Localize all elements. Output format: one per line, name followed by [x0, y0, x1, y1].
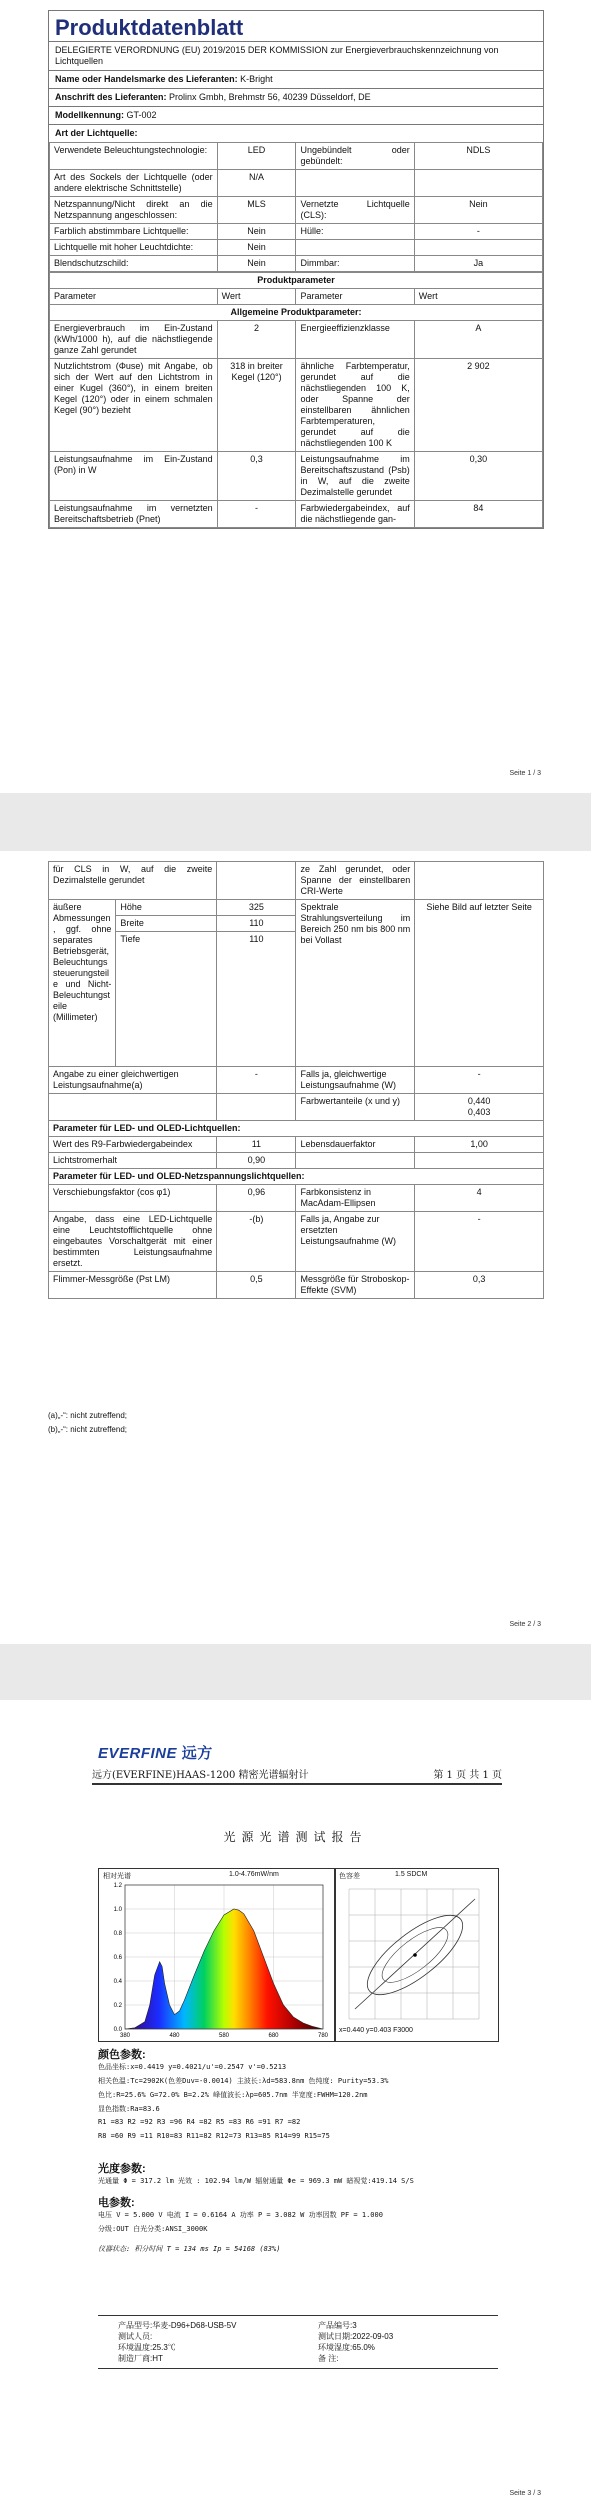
- param-row: Nutzlichtstrom (Φuse) mit Angabe, ob sich der Wert auf den Lichtstrom in einer Kugel (360°), in einem breiten Kegel (120°) oder in einem schmalen Kegel (90°) bezieht 318 in breiter Kegel (120°) ähnliche Farbtemperatur, gerundet auf die nächstliegenden 100 K, oder Spanne der einstellbaren ähnlichen Farbtemperaturen, gerundet auf die nächstliegenden 100 K 2 902: [50, 359, 543, 452]
- footer-field: 环境湿度:65.0%: [318, 2343, 375, 2352]
- datasheet-frame-1: [48, 10, 544, 529]
- x-tick-label: 380: [119, 2033, 131, 2039]
- footer-field: 测试人员:: [118, 2332, 153, 2341]
- photo-section-heading: 光度参数:: [98, 2163, 146, 2175]
- page-title: Produktdatenblatt: [49, 11, 543, 42]
- cie-box: 色容差 1.5 SDCM x=0.440 y=0.403 F3000: [334, 1868, 499, 2042]
- electric-line: 电压 V = 5.000 V 电流 I = 0.6164 A 功率 P = 3.082 W 功率因数 PF = 1.000: [98, 2211, 383, 2219]
- footnote-a: (a)„-“: nicht zutreffend;: [48, 1411, 127, 1420]
- footer-field: 环境温度:25.3℃: [118, 2343, 176, 2352]
- color-param-line: 相关色温:Tc=2902K(色差Duv=-0.0014) 主波长:λd=583.8nm 色纯度: Purity=53.3%: [98, 2077, 389, 2085]
- datasheet-frame-2: [48, 861, 544, 1299]
- page-1: [0, 0, 591, 793]
- color-section-heading: 颜色参数:: [98, 2049, 146, 2061]
- footer-field: 制造厂商:HT: [118, 2354, 163, 2363]
- y-tick-label: 1.0: [113, 1907, 122, 1913]
- color-param-line: R1 =83 R2 =92 R3 =96 R4 =82 R5 =83 R6 =91 R7 =82: [98, 2118, 301, 2126]
- led-section-heading: Parameter für LED- und OLED-Lichtquellen:: [49, 1121, 544, 1137]
- x-tick-label: 780: [317, 2033, 329, 2039]
- type-row: Netzspannung/Nicht direkt an die Netzspannung angeschlossen: MLS Vernetzte Lichtquelle (CLS): Nein: [50, 197, 543, 224]
- address-row: Anschrift des Lieferanten: Prolinx Gmbh, Brehmstr 56, 40239 Düsseldorf, DE: [49, 89, 543, 107]
- x-tick-label: 680: [268, 2033, 279, 2039]
- instrument-line: 仪器状态: 积分时间 T = 134 ms Ip = 54168 (83%): [98, 2245, 281, 2253]
- x-tick-label: 580: [218, 2033, 230, 2039]
- allgemein-heading: Allgemeine Produktparameter:: [50, 305, 543, 321]
- color-param-line: 色比:R=25.6% G=72.0% B=2.2% 峰值波长:λp=605.7nm 半宽度:FWHM=120.2nm: [98, 2091, 368, 2099]
- param-row: Energieverbrauch im Ein-Zustand (kWh/1000 h), auf die nächstliegende ganze Zahl gerundet 2 Energieeffizienzklasse A: [50, 321, 543, 359]
- net-section-heading: Parameter für LED- und OLED-Netzspannungslichtquellen:: [49, 1169, 544, 1185]
- dimensions-values: 325 110 110: [217, 900, 296, 1067]
- footer-field: 备 注:: [318, 2354, 339, 2363]
- param-row: Leistungsaufnahme im vernetzten Bereitschaftsbetrieb (Pnet) - Farbwiedergabeindex, auf die nächstliegende gan- 84: [50, 501, 543, 528]
- y-tick-label: 0.2: [113, 2003, 122, 2009]
- type-row: Lichtquelle mit hoher Leuchtdichte: Nein: [50, 240, 543, 256]
- dimensions-cell: äußere Abmessungen, ggf. ohne separates Betriebsgerät, Beleuchtungssteuerungsteile und Nicht-Beleuchtungsteile (Millimeter) Höhe Breite Tiefe: [49, 900, 217, 1067]
- page-number: Seite 2 / 3: [509, 1621, 541, 1628]
- color-param-line: 色品坐标:x=0.4419 y=0.4021/u'=0.2547 v'=0.5213: [98, 2063, 287, 2071]
- type-row: Art der Lichtquelle:: [55, 128, 138, 138]
- y-tick-label: 0.0: [113, 2027, 122, 2033]
- spectrum-chart-box: 相对光谱 1.0-4.76mW/nm 0.0 0.2 0.4 0.6 0.8 1.0 1.2 380 480 580 680 780: [98, 1868, 336, 2042]
- regulation-text: DELEGIERTE VERORDNUNG (EU) 2019/2015 DER KOMMISSION zur Energieverbrauchskennzeichnung von Lichtquellen: [49, 42, 543, 71]
- color-param-line: R8 =60 R9 =11 R10=83 R11=82 R12=73 R13=85 R14=99 R15=75: [98, 2132, 330, 2140]
- type-row: Farblich abstimmbare Lichtquelle: Nein Hülle: -: [50, 224, 543, 240]
- report-footer: [98, 2315, 498, 2369]
- column-header-row: Parameter Wert Parameter Wert: [50, 289, 543, 305]
- page-number: Seite 3 / 3: [509, 2490, 541, 2497]
- page-number: Seite 1 / 3: [509, 770, 541, 777]
- cie-ellipse-diagram: [335, 1869, 498, 2041]
- class-line: 分级:OUT 白光分类:ANSI_3000K: [98, 2225, 208, 2233]
- everfine-logo: EVERFINE 远方: [98, 1745, 213, 1762]
- report-title: 光源光谱测试报告: [223, 1830, 368, 1844]
- y-tick-label: 0.8: [113, 1931, 122, 1937]
- type-row: Art des Sockels der Lichtquelle (oder andere elektrische Schnittstelle) N/A: [50, 170, 543, 197]
- y-tick-label: 0.4: [113, 1979, 122, 1985]
- page-2: [0, 851, 591, 1644]
- spectrum-chart: [99, 1869, 335, 2041]
- page-3: [0, 1700, 591, 2510]
- type-row: Blendschutzschild: Nein Dimmbar: Ja: [50, 256, 543, 272]
- brand-row: Name oder Handelsmarke des Lieferanten: K-Bright: [49, 71, 543, 89]
- type-row: Verwendete Beleuchtungstechnologie: LED Ungebündelt oder gebündelt: NDLS: [50, 143, 543, 170]
- param-table: [49, 272, 543, 528]
- type-table: [49, 142, 543, 272]
- continued-table: für CLS in W, auf die zweite Dezimalstelle gerundet ze Zahl gerundet, oder Spanne der einstellbaren CRI-Werte äußere Abmessungen, ggf. ohne separates Betriebsgerät, Beleuchtungssteuerungsteile und Nicht-Beleuchtungsteile (Millimeter) Höhe Breite Tiefe 325 110 110 Spektrale Strahlungsverteilung im Bereich 250 nm bis 800 nm bei Vollast Siehe Bild auf letzter Seite Angabe zu einer gleichwertigen Leistungsaufnahme(a) - Falls ja, gleichwertige Leistungsaufnahme (W) - Farbwertanteile (x und y) 0,440 0,403 Parameter für LED- und OLED-Lichtquellen: Wert des R9-Farbwiedergabeindex 11 Lebensdauerfaktor 1,00 Lichtstromerhalt 0,90 Parameter für LED- und OLED-Netzspannungslichtquellen: Verschiebungsfaktor (cos φ1) 0,96 Farbkonsistenz in MacAdam-Ellipsen 4 Angabe, dass eine LED-Lichtquelle eine Leuchtstofflichtquelle ohne eingebautes Vorschaltgerät mit einer bestimmten Leistungsaufnahme ersetzt. -(b) Falls ja, Angabe zur ersetzten Leistungsaufnahme (W) - Flimmer-Messgröße (Pst LM) 0,5 Messgröße für Stroboskop-Effekte (SVM) 0,3: [48, 861, 544, 1299]
- y-tick-label: 0.6: [113, 1955, 122, 1961]
- footer-field: 测试日期:2022-09-03: [318, 2332, 394, 2341]
- spectrum-area: [125, 1909, 323, 2029]
- photometric-line: 光通量 Φ = 317.2 lm 光效 : 102.94 lm/W 辐射通量 Φe = 969.3 mW 暗视觉:419.14 S/S: [98, 2177, 414, 2185]
- report-header: 远方(EVERFINE)HAAS-1200 精密光谱辐射计 第 1 页 共 1 页: [92, 1766, 502, 1785]
- footnote-b: (b)„-“: nicht zutreffend;: [48, 1425, 127, 1434]
- param-row: Leistungsaufnahme im Ein-Zustand (Pon) in W 0,3 Leistungsaufnahme im Bereitschaftszustand (Psb) in W, auf die zweite Dezimalstelle gerundet 0,30: [50, 452, 543, 501]
- footer-field: 产品型号:华麦-D96+D68-USB-5V: [118, 2321, 237, 2330]
- equiv-label: Angabe zu einer gleichwertigen Leistungsaufnahme(a): [49, 1067, 217, 1094]
- color-param-line: 显色指数:Ra=83.6: [98, 2105, 160, 2113]
- y-tick-label: 1.2: [113, 1883, 122, 1889]
- footer-field: 产品编号:3: [318, 2321, 357, 2330]
- model-row: Modellkennung: GT-002: [49, 107, 543, 125]
- elec-section-heading: 电参数:: [98, 2197, 135, 2209]
- produktparameter-heading: Produktparameter: [50, 273, 543, 289]
- x-tick-label: 480: [169, 2033, 180, 2039]
